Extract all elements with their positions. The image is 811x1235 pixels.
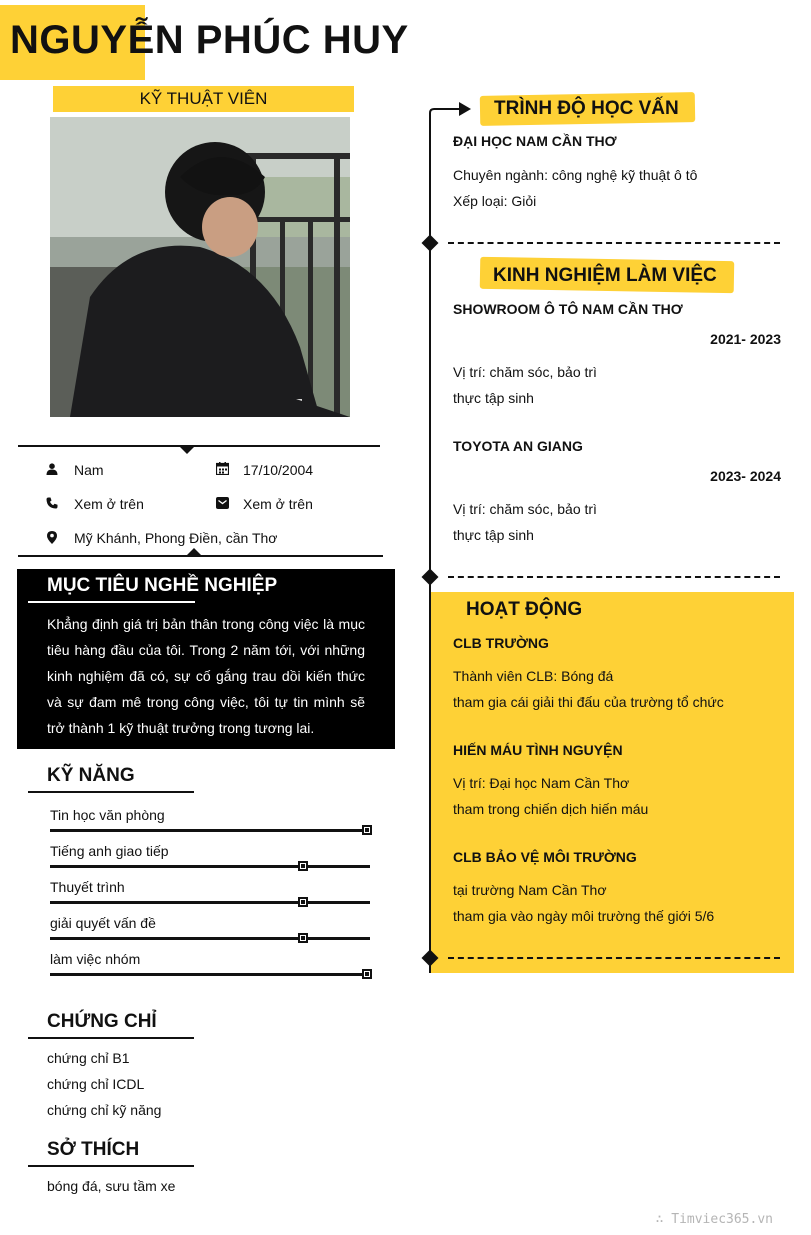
objective-text: Khẳng định giá trị bản thân trong công việc là mục tiêu hàng đầu của tôi. Trong 2 năm tới, với những kinh nghiệm đã có, sự cố gắng trau dồi kiến thức và sự đam mê trong công việc, tôi tự tin mình sẽ trở thành 1 kỹ thuật trưởng trong tương lai. <box>47 616 365 736</box>
activity-name: CLB BẢO VỆ MÔI TRƯỜNG <box>453 849 637 865</box>
experience-position: Vị trí: chăm sóc, bảo trì <box>453 501 597 517</box>
activity-line: Thành viên CLB: Bóng đá <box>453 668 614 684</box>
certificate-item: chứng chỉ kỹ năng <box>47 1102 162 1118</box>
experience-company: TOYOTA AN GIANG <box>453 438 583 454</box>
gender-value: Nam <box>74 462 104 478</box>
skill-name: giải quyết vấn đề <box>50 915 156 931</box>
skill-name: Tin học văn phòng <box>50 807 165 823</box>
skill-bar-track <box>50 937 370 940</box>
skill-bar-track <box>50 901 370 904</box>
skill-level-knob <box>362 969 372 979</box>
experience-company: SHOWROOM Ô TÔ NAM CẦN THƠ <box>453 301 683 317</box>
skill-name: Tiếng anh giao tiếp <box>50 843 169 859</box>
timeline-arrow-icon <box>429 101 473 126</box>
birthday-value: 17/10/2004 <box>243 462 314 478</box>
skill-bar-track <box>50 973 370 976</box>
education-major: Chuyên ngành: công nghệ kỹ thuật ô tô <box>453 167 698 183</box>
skill-name: làm việc nhóm <box>50 951 141 967</box>
candidate-name: NGUYỄN PHÚC HUY <box>10 18 409 62</box>
hobbies-text: bóng đá, sưu tầm xe <box>47 1178 176 1194</box>
phone-icon <box>45 496 59 510</box>
education-rank: Xếp loại: Giỏi <box>453 193 537 209</box>
skills-title: KỸ NĂNG <box>47 765 135 786</box>
experience-detail: thực tập sinh <box>453 390 534 406</box>
profile-photo-illustration <box>50 117 350 417</box>
map-pin-icon <box>45 530 59 544</box>
hobbies-title-underline <box>28 1165 194 1167</box>
info-top-divider <box>18 445 380 447</box>
skill-level-knob <box>362 825 372 835</box>
watermark: ∴ Timviec365.vn <box>655 1212 773 1227</box>
objective-title: MỤC TIÊU NGHỀ NGHIỆP <box>47 575 278 596</box>
certificate-item: chứng chỉ ICDL <box>47 1076 145 1092</box>
skill-level-knob <box>298 897 308 907</box>
experience-years: 2023- 2024 <box>710 468 781 484</box>
timeline-diamond <box>422 569 439 586</box>
skill-name: Thuyết trình <box>50 879 125 895</box>
skill-level-knob <box>298 933 308 943</box>
email-icon <box>215 496 229 510</box>
activity-line: tham gia cái giải thi đấu của trường tổ chức <box>453 694 724 710</box>
activity-name: CLB TRƯỜNG <box>453 635 549 651</box>
activities-title: HOẠT ĐỘNG <box>466 599 583 620</box>
experience-position: Vị trí: chăm sóc, bảo trì <box>453 364 597 380</box>
hobbies-title: SỞ THÍCH <box>47 1139 140 1160</box>
info-top-arrow <box>179 446 195 454</box>
calendar-icon <box>215 461 229 475</box>
profile-photo <box>50 117 350 417</box>
objective-title-underline <box>28 601 195 603</box>
user-icon <box>45 462 59 476</box>
certificates-title: CHỨNG CHỈ <box>47 1011 157 1032</box>
education-school: ĐẠI HỌC NAM CẦN THƠ <box>453 133 617 149</box>
activity-line: tham trong chiến dịch hiến máu <box>453 801 649 817</box>
section-divider <box>448 576 780 578</box>
experience-years: 2021- 2023 <box>710 331 781 347</box>
education-title: TRÌNH ĐỘ HỌC VẤN <box>494 98 679 119</box>
activity-line: Vị trí: Đại học Nam Cần Thơ <box>453 775 630 791</box>
experience-title: KINH NGHIỆM LÀM VIỆC <box>493 265 717 286</box>
skill-level-knob <box>298 861 308 871</box>
address-value: Mỹ Khánh, Phong Điền, cần Thơ <box>74 530 278 546</box>
experience-detail: thực tập sinh <box>453 527 534 543</box>
section-divider <box>448 242 780 244</box>
email-value: Xem ở trên <box>243 496 313 512</box>
activity-line: tham gia vào ngày môi trường thế giới 5/6 <box>453 908 715 924</box>
section-divider <box>448 957 780 959</box>
activity-line: tại trường Nam Cần Thơ <box>453 882 607 898</box>
skill-bar-track <box>50 829 370 832</box>
info-bottom-divider <box>18 555 383 557</box>
certificates-title-underline <box>28 1037 194 1039</box>
timeline-diamond <box>422 235 439 252</box>
skill-bar-track <box>50 865 370 868</box>
phone-value: Xem ở trên <box>74 496 144 512</box>
activity-name: HIẾN MÁU TÌNH NGUYỆN <box>453 742 623 758</box>
certificate-item: chứng chỉ B1 <box>47 1050 130 1066</box>
job-title: KỸ THUẬT VIÊN <box>53 86 354 112</box>
skills-title-underline <box>28 791 194 793</box>
